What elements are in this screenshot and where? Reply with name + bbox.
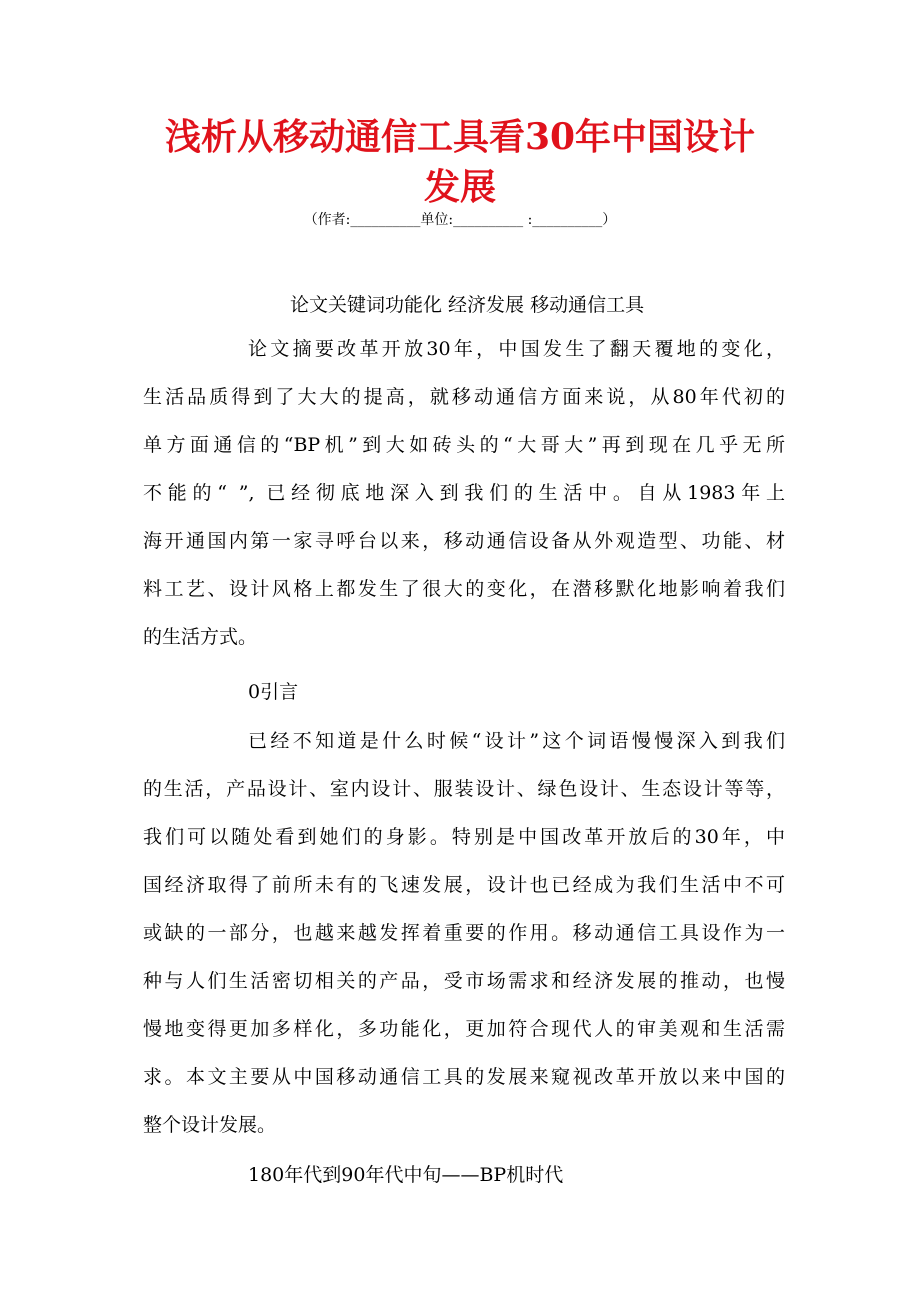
abstract-line-6: 料工艺、设计风格上都发生了很大的变化，在潜移默化地影响着我们 [143, 578, 785, 600]
intro-line-8: 求。本文主要从中国移动通信工具的发展来窥视改革开放以来中国的 [143, 1066, 785, 1088]
abstract-paragraph [143, 325, 785, 661]
intro-line-2: 的生活，产品设计、室内设计、服装设计、绿色设计、生态设计等等， [143, 778, 785, 800]
abstract-line-5: 海开通国内第一家寻呼台以来，移动通信设备从外观造型、功能、材 [143, 530, 785, 552]
intro-line-1: 已经不知道是什么时候“设计”这个词语慢慢深入到我们 [248, 730, 785, 752]
abstract-line-3: 单方面通信的“BP机”到大如砖头的“大哥大”再到现在几乎无所 [143, 434, 785, 456]
intro-line-4: 国经济取得了前所未有的飞速发展，设计也已经成为我们生活中不可 [143, 874, 785, 896]
intro-line-5: 或缺的一部分，也越来越发挥着重要的作用。移动通信工具设作为一 [143, 922, 785, 944]
document-title [100, 112, 820, 212]
intro-line-6: 种与人们生活密切相关的产品，受市场需求和经济发展的推动，也慢 [143, 970, 785, 992]
intro-line-3: 我们可以随处看到她们的身影。特别是中国改革开放后的30年，中 [143, 826, 785, 848]
section-heading-bp-era: 180年代到90年代中旬——BP机时代 [248, 1164, 564, 1186]
title-line-1: 浅析从移动通信工具看30年中国设计 [164, 116, 756, 158]
title-line-2: 发展 [423, 166, 496, 208]
abstract-line-1: 论文摘要改革开放30年，中国发生了翻天覆地的变化， [248, 338, 785, 360]
keywords-line: 论文关键词功能化 经济发展 移动通信工具 [290, 294, 645, 316]
abstract-line-4: 不能的“ ”, 已经彻底地深入到我们的生活中。自从1983年上 [143, 482, 785, 504]
author-byline: （作者:__________单位:__________ :__________） [303, 212, 617, 228]
intro-line-9: 整个设计发展。 [143, 1114, 277, 1136]
intro-paragraph [143, 717, 785, 1149]
intro-line-7: 慢地变得更加多样化，多功能化，更加符合现代人的审美观和生活需 [143, 1018, 785, 1040]
section-heading-intro: 0引言 [248, 681, 299, 703]
abstract-line-7: 的生活方式。 [143, 626, 258, 648]
abstract-line-2: 生活品质得到了大大的提高，就移动通信方面来说，从80年代初的 [143, 386, 785, 408]
